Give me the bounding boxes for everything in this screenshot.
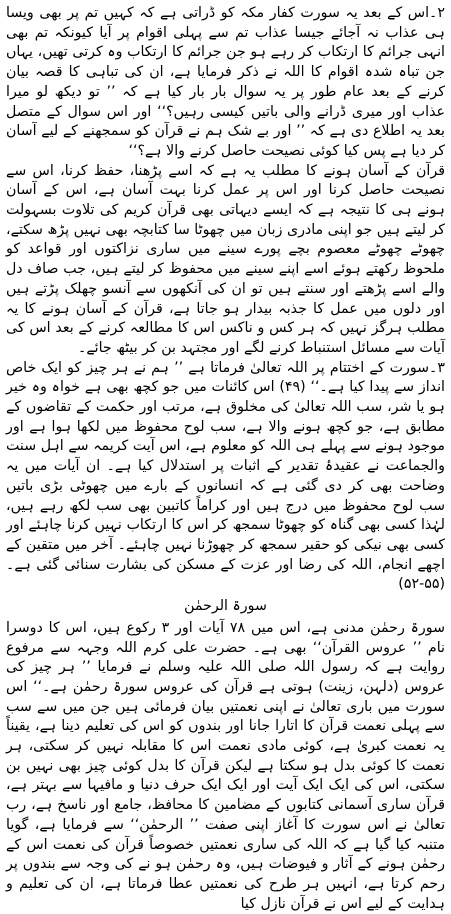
section-heading: سورۃ الرحمٰن [184,598,267,615]
paragraph-2: قرآن کے آسان ہونے کا مطلب یہ ہے کہ اسے پڑھنا، حفظ کرنا، اس سے نصیحت حاصل کرنا اور اس پر عمل کرنا بہت آسان ہے، اس کے آسان ہونے ہی کا نتیجہ ہے کہ ایسے دیہاتی بھی قرآن کریم کی تلاوت بسہولت کر لیتے ہیں جو اپنی مادری زبان میں چھوٹا سا کتابچہ بھی نہیں پڑھ سکتے، چھوٹے چھوٹے معصوم بچے پورے سینے میں ساری نزاکتوں اور قواعد کو ملحوظ رکھتے ہوئے اسے اپنے سینے میں محفوظ کر لیتے ہیں، جب صاف دل والے اسے پڑھتے اور سنتے ہیں تو ان کی آنکھوں سے آنسو چھلک پڑتے ہیں اور دلوں میں عمل کا جذبہ بیدار ہو جاتا ہے، قرآن کے آسان ہونے کا یہ مطلب ہرگز نہیں کہ ہر کس و ناکس اس کا مطالعہ کرنے کے بعد اس کی آیات سے مسائل استنباط کرنے لگے اور مجتہد بن کر بیٹھ جائے۔ [6,162,445,356]
paragraph-1: ۲۔اس کے بعد یہ سورت کفار مکہ کو ڈراتی ہے کہ کہیں تم پر بھی ویسا ہی عذاب نہ آجائے جیسا عذاب تم سے پہلی اقوام پر آیا کیونکہ تم بھی انہی جرائم کا ارتکاب کر رہے ہو جن جرائم کا ارتکاب وہ کرتی تھیں، یہاں جن تباہ شدہ اقوام کا اللہ نے ذکر فرمایا ہے، ان کی تباہی کا قصہ بیان کرنے کے بعد عام طور پر یہ سوال بار بار کیا ہے کہ ’’ تو دیکھ لو میرا عذاب اور میری ڈرانے والی باتیں کیسی رہیں؟‘‘ اور اس سوال کے متصل بعد یہ اطلاع دی ہے کہ ’’ اور بے شک ہم نے قرآن کو سمجھنے کے لیے آسان کر دیا ہے پس کیا کوئی نصیحت حاصل کرنے والا ہے؟‘‘ [6,5,445,159]
paragraph-4: سورۃ رحمٰن مدنی ہے، اس میں ۷۸ آیات اور ۳ رکوع ہیں، اس کا دوسرا نام ’’ عروس القرآن‘‘ بھی ہے۔ حضرت علی کرم اللہ وجہہ سے مرفوع روایت ہے کہ رسول اللہ صلی اللہ علیہ وسلم نے فرمایا ’’ ہر چیز کی عروس (دلہن، زینت) ہوتی ہے قرآن کی عروس سورۃ رحمٰن ہے۔‘‘ اس سورت میں باری تعالیٰ نے اپنی نعمتیں بیان فرمائی ہیں جن میں سے سب سے پہلی نعمت قرآن کا اتارا جانا اور بندوں کو اس کی تعلیم دینا ہے، یقیناً یہ نعمت کبریٰ ہے، کوئی مادی نعمت اس کا مقابلہ نہیں کر سکتی، ہر نعمت کا کوئی بدل ہو سکتا ہے لیکن قرآن کا بدل کوئی چیز بھی نہیں بن سکتی، اس کی ایک ایک آیت اور ایک ایک حرف دنیا و مافیہا سے بہتر ہے، قرآن ساری آسمانی کتابوں کے مضامین کا محافظ، جامع اور ناسخ ہے، رب تعالیٰ نے اس سورت کا آغاز اپنی صفت ’’ الرحمٰن‘‘ سے فرمایا ہے، گویا متنبہ کیا گیا ہے کہ اللہ کی ساری نعمتیں خصوصاً قرآن کی نعمت اس کے رحمٰن ہونے کے آثار و فیوضات ہیں، وہ رحمٰن ہو نے کی وجہ سے بندوں پر رحم کرتا ہے، انہیں ہر طرح کی نعمتیں عطا فرماتا ہے، ان کی تعلیم و ہدایت کے لیے اس نے قرآن نازل کیا [6,619,445,912]
paragraph-3: ۳۔سورت کے اختتام پر اللہ تعالیٰ فرماتا ہے ’’ ہم نے ہر چیز کو ایک خاص انداز سے پیدا کیا ہے۔‘‘ (۴۹) اس کائنات میں جو کچھ بھی ہے خواہ وہ خیر ہو یا شر، سب اللہ تعالیٰ کی مخلوق ہے، مرتب اور حکمت کے تقاضوں کے مطابق ہے، جو کچھ ہونے والا ہے، سب لوح محفوظ میں لکھا ہوا ہے اور موجود ہونے سے پہلے ہی اللہ کو معلوم ہے، اس آیت کریمہ سے اہل سنت والجماعت نے عقیدۂ تقدیر کے اثبات پر استدلال کیا ہے۔ ان آیات میں یہ وضاحت بھی کر دی گئی ہے کہ انسانوں کے بارے میں چھوٹی بڑی باتیں سب لوح محفوظ میں درج ہیں اور کراماً کاتبین بھی سب لکھ رہے ہیں، لہٰذا کسی بھی گناہ کو چھوٹا سمجھ کر اس کا ارتکاب نہیں کرنا چاہئے اور کسی بھی نیکی کو حقیر سمجھ کر چھوڑنا نہیں چاہئے۔ آخر میں متقین کے اچھے انجام، اللہ کی رضا اور عزت کے مسکن کی بشارت سنائی گئی ہے۔ (۵۵-۵۲) [6,359,445,593]
